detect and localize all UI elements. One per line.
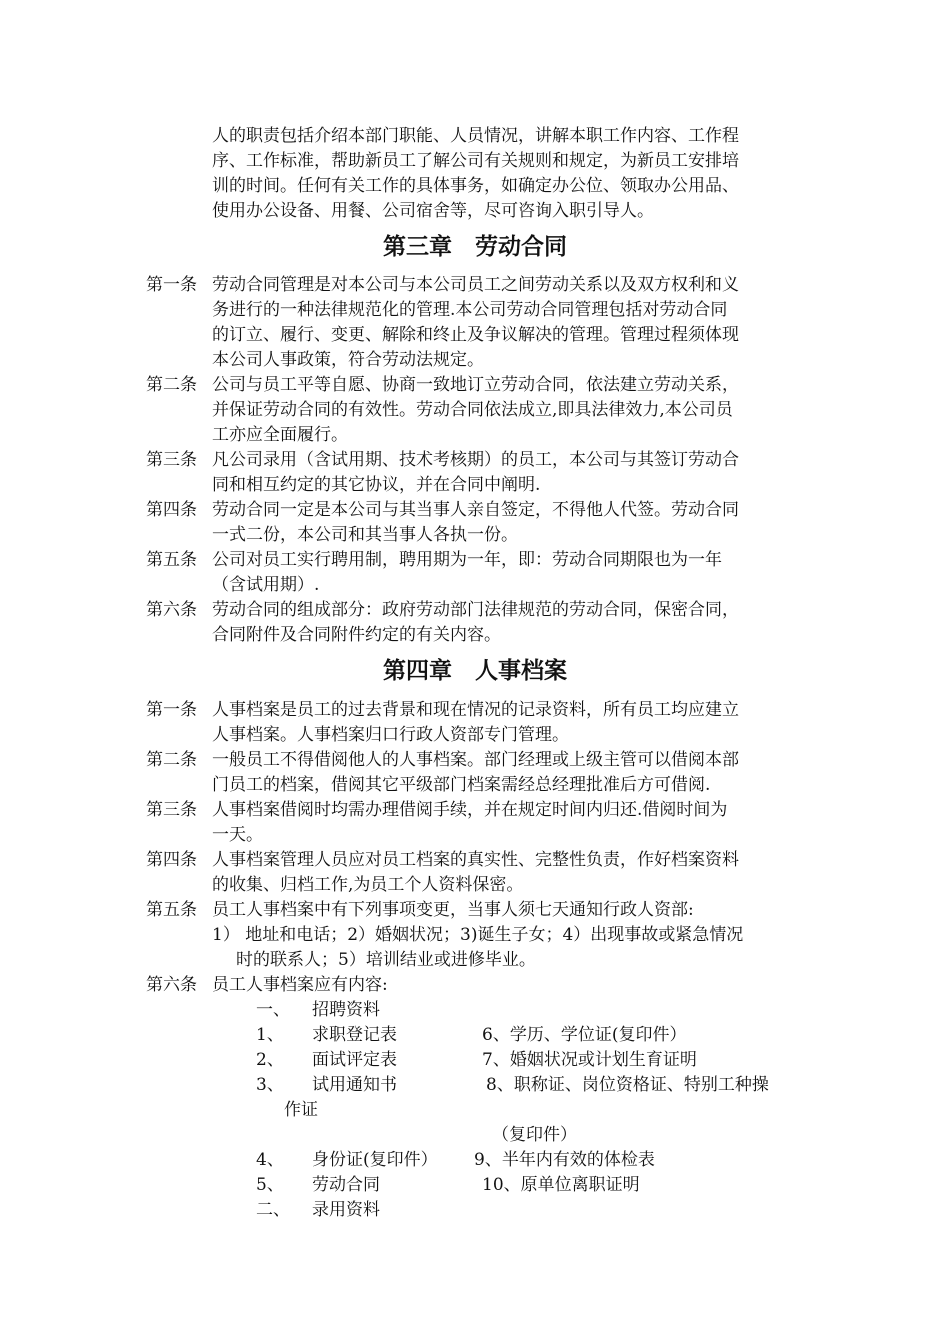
article-line: 一天。 [212,825,263,845]
list-item-number: 1、 [256,1025,284,1045]
chapter-3-title: 第三章 劳动合同 [383,234,567,260]
list-item: 7、婚姻状况或计划生育证明 [482,1050,697,1070]
article-line: 门员工的档案，借阅其它平级部门档案需经总经理批准后方可借阅. [212,775,711,795]
article-label: 第二条 [146,375,197,395]
article-line: 工亦应全面履行。 [212,425,348,445]
article-label: 第一条 [146,700,197,720]
article-line: 员工人事档案中有下列事项变更，当事人须七天通知行政人资部: [212,900,694,920]
article-label: 第一条 [146,275,197,295]
intro-line: 人的职责包括介绍本部门职能、人员情况，讲解本职工作内容、工作程 [212,126,739,146]
article-line: 人事档案是员工的过去背景和现在情况的记录资料，所有员工均应建立 [212,700,739,720]
list-item: 劳动合同 [312,1175,380,1195]
article-line: 人事档案借阅时均需办理借阅手续，并在规定时间内归还.借阅时间为 [212,800,728,820]
intro-line: 训的时间。任何有关工作的具体事务，如确定办公位、领取办公用品、 [212,176,739,196]
article-label: 第四条 [146,500,197,520]
article-line: 员工人事档案应有内容: [212,975,388,995]
article-line: 凡公司录用（含试用期、技术考核期）的员工，本公司与其签订劳动合 [212,450,739,470]
article-line: 一式二份，本公司和其当事人各执一份。 [212,525,518,545]
article-line: 劳动合同的组成部分：政府劳动部门法律规范的劳动合同，保密合同， [212,600,739,620]
list-item: 求职登记表 [312,1025,397,1045]
article-label: 第五条 [146,550,197,570]
article-line: 1） 地址和电话；2）婚姻状况；3)诞生子女；4）出现事故或紧急情况 [212,925,744,945]
list-item-number: 5、 [256,1175,284,1195]
section-title: 招聘资料 [312,1000,380,1020]
list-item: 10、原单位离职证明 [482,1175,640,1195]
list-item: 8、职称证、岗位资格证、特别工种操 [486,1075,769,1095]
article-label: 第三条 [146,450,197,470]
article-line: （含试用期）. [212,575,320,595]
article-line: 务进行的一种法律规范化的管理.本公司劳动合同管理包括对劳动合同 [212,300,728,320]
list-item: 身份证(复印件） [312,1150,438,1170]
article-line: 的收集、归档工作,为员工个人资料保密。 [212,875,524,895]
intro-line: 使用办公设备、用餐、公司宿舍等，尽可咨询入职引导人。 [212,201,654,221]
list-item: 6、学历、学位证(复印件） [482,1025,687,1045]
list-item-number: 3、 [256,1075,284,1095]
article-line: 的订立、履行、变更、解除和终止及争议解决的管理。管理过程须体现 [212,325,739,345]
list-item: 试用通知书 [312,1075,397,1095]
article-line: 本公司人事政策，符合劳动法规定。 [212,350,484,370]
article-line: 合同附件及合同附件约定的有关内容。 [212,625,501,645]
list-item-wrap: （复印件） [492,1125,577,1145]
list-item-number: 2、 [256,1050,284,1070]
section-number: 一、 [256,1000,290,1020]
article-line: 公司与员工平等自愿、协商一致地订立劳动合同，依法建立劳动关系， [212,375,739,395]
article-line: 劳动合同一定是本公司与其当事人亲自签定，不得他人代签。劳动合同 [212,500,739,520]
article-line: 同和相互约定的其它协议，并在合同中阐明. [212,475,541,495]
intro-line: 序、工作标准，帮助新员工了解公司有关规则和规定，为新员工安排培 [212,151,739,171]
list-item: 9、半年内有效的体检表 [474,1150,655,1170]
article-line: 劳动合同管理是对本公司与本公司员工之间劳动关系以及双方权利和义 [212,275,739,295]
article-label: 第六条 [146,975,197,995]
list-item-number: 4、 [256,1150,284,1170]
article-line: 时的联系人；5）培训结业或进修毕业。 [236,950,536,970]
article-label: 第二条 [146,750,197,770]
article-line: 人事档案管理人员应对员工档案的真实性、完整性负责，作好档案资料 [212,850,739,870]
article-line: 公司对员工实行聘用制，聘用期为一年，即：劳动合同期限也为一年 [212,550,722,570]
article-line: 并保证劳动合同的有效性。劳动合同依法成立,即具法律效力,本公司员 [212,400,733,420]
article-label: 第六条 [146,600,197,620]
article-label: 第三条 [146,800,197,820]
list-item: 面试评定表 [312,1050,397,1070]
section-title: 录用资料 [312,1200,380,1220]
section-number: 二、 [256,1200,290,1220]
list-item-wrap: 作证 [284,1100,318,1120]
article-line: 人事档案。人事档案归口行政人资部专门管理。 [212,725,569,745]
article-label: 第四条 [146,850,197,870]
chapter-4-title: 第四章 人事档案 [383,658,567,684]
article-line: 一般员工不得借阅他人的人事档案。部门经理或上级主管可以借阅本部 [212,750,739,770]
article-label: 第五条 [146,900,197,920]
